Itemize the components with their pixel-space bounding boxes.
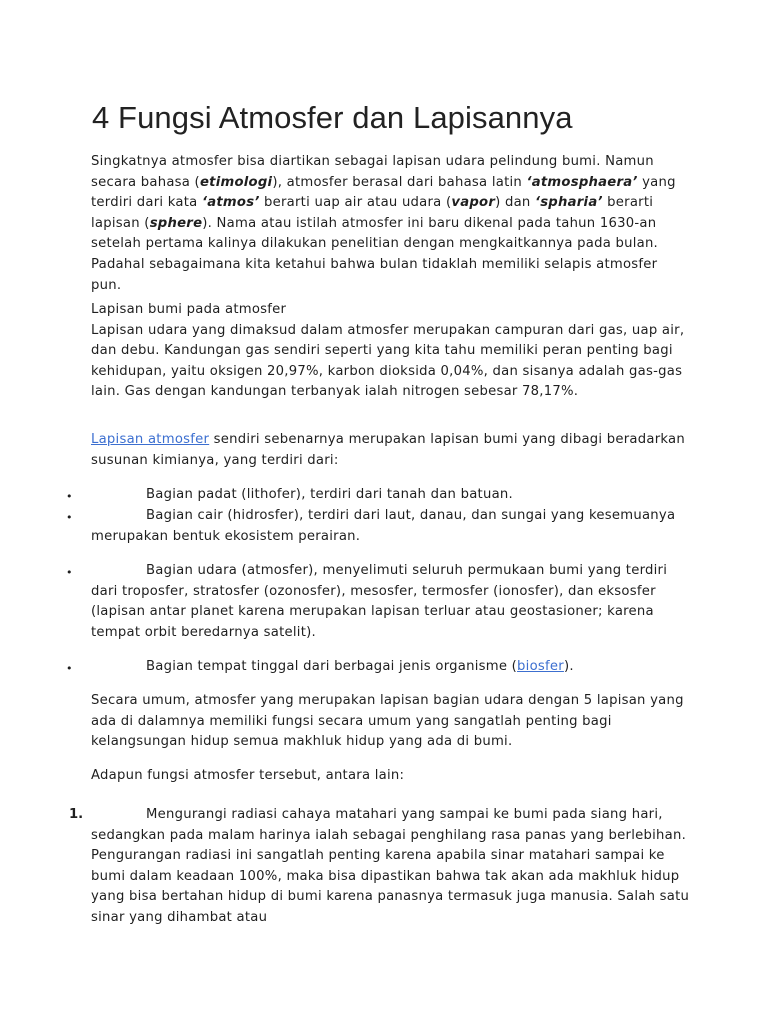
intro-text: berarti lapisan ( (91, 195, 654, 231)
numbered-list-item (91, 805, 691, 929)
list-number: 1. (69, 807, 84, 822)
composition-paragraph (91, 430, 691, 471)
composition-text: sendiri sebenarnya merupakan lapisan bumi yang dibagi beradarkan susunan kimianya, yang terdiri dari: (91, 432, 685, 468)
page-title: 4 Fungsi Atmosfer dan Lapisannya (92, 100, 573, 135)
intro-text: ), atmosfer berasal dari bahasa latin (272, 174, 527, 190)
list-item (91, 506, 691, 547)
list-item-text: Bagian padat (lithofer), terdiri dari tanah dan batuan. (146, 487, 513, 502)
intro-text: ) dan (495, 195, 535, 211)
bullet-icon: • (66, 566, 73, 579)
term-atmos: ‘atmos’ (201, 195, 260, 211)
intro-text: ). Nama atau istilah atmosfer ini baru dikenal pada tahun 1630-an setelah pertama kalinya dilakukan penelitian dengan mengkaitkannya pada bulan. Padahal sebagaimana kita ketahui bahwa bulan tidaklah memiliki selapis atmosfer pun. (91, 215, 658, 293)
layers-text: Lapisan udara yang dimaksud dalam atmosfer merupakan campuran dari gas, uap air, dan debu. Kandungan gas sendiri seperti yang kita tahu memiliki peran penting bagi kehidupan, yaitu oksigen 20,97%, karbon dioksida 0,04%, dan sisanya adalah gas-gas lain. Gas dengan kandungan terbanyak ialah nitrogen sebesar 78,17%. (91, 322, 685, 400)
term-spharia: ‘spharia’ (534, 195, 603, 211)
bullet-icon: • (66, 511, 73, 524)
list-item-text: Bagian udara (atmosfer), menyelimuti seluruh permukaan bumi yang terdiri dari troposfer, stratosfer (ozonosfer), mesosfer, termosfer (ionosfer), dan eksosfer (lapisan antar planet karena merupakan lapisan terluar atau geostasioner; karena tempat orbit beredarnya satelit). (91, 563, 668, 640)
term-atmosphaera: ‘atmosphaera’ (526, 174, 638, 190)
list-item (91, 561, 691, 643)
functions-intro: Adapun fungsi atmosfer tersebut, antara lain: (91, 768, 405, 783)
intro-text: yang terdiri dari kata (91, 174, 676, 211)
list-item-text: ). (563, 659, 574, 674)
term-sphere: sphere (149, 215, 203, 231)
intro-text: Singkatnya atmosfer bisa diartikan sebagai lapisan udara pelindung bumi. Namun secara bahasa ( (91, 154, 654, 190)
biosfer-link[interactable]: biosfer (517, 659, 564, 674)
layers-paragraph (91, 300, 691, 403)
summary-paragraph: Secara umum, atmosfer yang merupakan lapisan bagian udara dengan 5 lapisan yang ada di dalamnya memiliki fungsi secara umum yang sangatlah penting bagi kelangsungan hidup semua makhluk hidup yang ada di bumi. (91, 693, 684, 750)
list-item (91, 657, 691, 678)
intro-paragraph (91, 152, 691, 296)
list-item-text: Bagian tempat tinggal dari berbagai jenis organisme ( (146, 659, 518, 674)
lapisan-atmosfer-link[interactable]: Lapisan atmosfer (91, 432, 210, 447)
bullet-icon: • (66, 662, 73, 675)
term-etimologi: etimologi (199, 174, 273, 190)
section-heading: Lapisan bumi pada atmosfer (91, 302, 287, 317)
bullet-icon: • (66, 490, 73, 503)
term-vapor: vapor (451, 195, 496, 211)
list-item (91, 485, 691, 506)
intro-text: berarti uap air atau udara ( (259, 195, 452, 211)
numbered-item-text: Mengurangi radiasi cahaya matahari yang sampai ke bumi pada siang hari, sedangkan pada malam harinya ialah sebagai penghilang rasa panas yang berlebihan. Pengurangan radiasi ini sangatlah penting karena apabila sinar matahari sampai ke bumi dalam keadaan 100%, maka bisa dipastikan bahwa tak akan ada makhluk hidup yang bisa bertahan hidup di bumi karena panasnya termasuk juga manusia. Salah satu sinar yang dihambat atau (91, 807, 690, 925)
list-item-text: Bagian cair (hidrosfer), terdiri dari laut, danau, dan sungai yang kesemuanya merupakan bentuk ekosistem perairan. (91, 508, 676, 544)
